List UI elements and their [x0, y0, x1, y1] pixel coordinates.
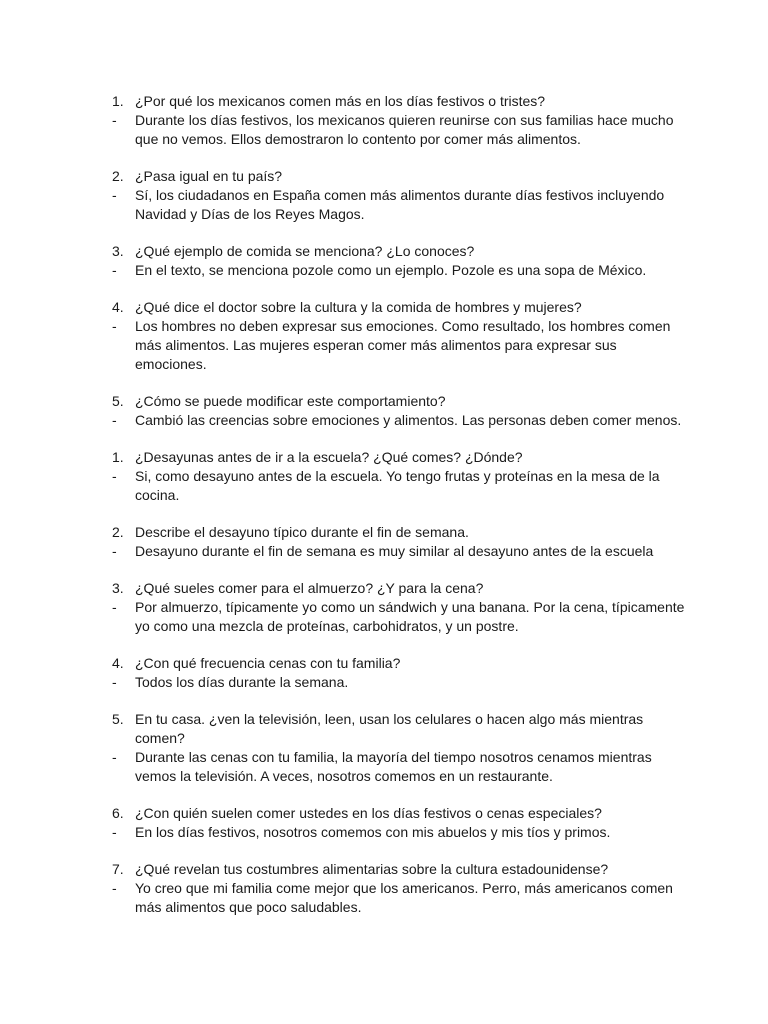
- answer-bullet: -: [112, 318, 117, 334]
- answer-line: [112, 542, 692, 561]
- qa-item: [112, 579, 692, 636]
- answer-bullet: -: [112, 412, 117, 428]
- question-text: ¿Qué dice el doctor sobre la cultura y la comida de hombres y mujeres?: [135, 299, 582, 315]
- question-line: [112, 92, 692, 111]
- answer-bullet: -: [112, 674, 117, 690]
- question-number: 4.: [112, 299, 124, 315]
- qa-item: [112, 523, 692, 561]
- question-text: ¿Con quién suelen comer ustedes en los días festivos o cenas especiales?: [135, 805, 602, 821]
- answer-bullet: -: [112, 468, 117, 484]
- question-line: [112, 242, 692, 261]
- qa-item: [112, 298, 692, 374]
- question-number: 3.: [112, 243, 124, 259]
- answer-bullet: -: [112, 112, 117, 128]
- question-text: ¿Con qué frecuencia cenas con tu familia?: [135, 655, 401, 671]
- qa-item: [112, 804, 692, 842]
- question-number: 5.: [112, 393, 124, 409]
- question-text: ¿Qué sueles comer para el almuerzo? ¿Y para la cena?: [135, 580, 484, 596]
- question-text: Describe el desayuno típico durante el fin de semana.: [135, 524, 469, 540]
- answer-line: [112, 467, 692, 505]
- question-text: ¿Desayunas antes de ir a la escuela? ¿Qué comes? ¿Dónde?: [135, 449, 523, 465]
- answer-bullet: -: [112, 543, 117, 559]
- answer-text: Por almuerzo, típicamente yo como un sándwich y una banana. Por la cena, típicamente yo como una mezcla de proteínas, carbohidratos, y un postre.: [135, 599, 685, 634]
- answer-line: [112, 261, 692, 280]
- answer-text: Desayuno durante el fin de semana es muy similar al desayuno antes de la escuela: [135, 543, 654, 559]
- answer-text: Durante los días festivos, los mexicanos quieren reunirse con sus familias hace mucho que no vemos. Ellos demostraron lo contento por comer más alimentos.: [135, 112, 674, 147]
- question-line: [112, 860, 692, 879]
- answer-line: [112, 748, 692, 786]
- qa-item: [112, 92, 692, 149]
- question-line: [112, 710, 692, 748]
- qa-item: [112, 860, 692, 917]
- question-line: [112, 392, 692, 411]
- qa-item: [112, 242, 692, 280]
- answer-bullet: -: [112, 880, 117, 896]
- question-text: ¿Qué ejemplo de comida se menciona? ¿Lo conoces?: [135, 243, 475, 259]
- question-line: [112, 298, 692, 317]
- answer-line: [112, 111, 692, 149]
- question-number: 1.: [112, 449, 124, 465]
- answer-bullet: -: [112, 824, 117, 840]
- answer-line: [112, 598, 692, 636]
- question-line: [112, 448, 692, 467]
- question-answer-list: [112, 92, 692, 935]
- answer-text: Sí, los ciudadanos en España comen más alimentos durante días festivos incluyendo Navidad y Días de los Reyes Magos.: [135, 187, 665, 222]
- answer-line: [112, 317, 692, 374]
- answer-text: Si, como desayuno antes de la escuela. Yo tengo frutas y proteínas en la mesa de la cocina.: [135, 468, 660, 503]
- answer-bullet: -: [112, 599, 117, 615]
- answer-bullet: -: [112, 187, 117, 203]
- question-number: 1.: [112, 93, 124, 109]
- answer-text: Todos los días durante la semana.: [135, 674, 349, 690]
- question-text: ¿Por qué los mexicanos comen más en los días festivos o tristes?: [135, 93, 546, 109]
- question-number: 6.: [112, 805, 124, 821]
- question-line: [112, 804, 692, 823]
- qa-item: [112, 710, 692, 786]
- answer-text: Cambió las creencias sobre emociones y alimentos. Las personas deben comer menos.: [135, 412, 682, 428]
- question-text: ¿Pasa igual en tu país?: [135, 168, 283, 184]
- question-number: 3.: [112, 580, 124, 596]
- question-text: En tu casa. ¿ven la televisión, leen, usan los celulares o hacen algo más mientras comen?: [135, 711, 644, 746]
- question-text: ¿Qué revelan tus costumbres alimentarias sobre la cultura estadounidense?: [135, 861, 609, 877]
- question-number: 7.: [112, 861, 124, 877]
- answer-line: [112, 879, 692, 917]
- qa-item: [112, 392, 692, 430]
- question-line: [112, 579, 692, 598]
- question-line: [112, 167, 692, 186]
- answer-text: En el texto, se menciona pozole como un ejemplo. Pozole es una sopa de México.: [135, 262, 647, 278]
- question-number: 5.: [112, 711, 124, 727]
- answer-line: [112, 411, 692, 430]
- question-number: 4.: [112, 655, 124, 671]
- answer-line: [112, 823, 692, 842]
- answer-bullet: -: [112, 262, 117, 278]
- question-text: ¿Cómo se puede modificar este comportamiento?: [135, 393, 446, 409]
- answer-text: Los hombres no deben expresar sus emociones. Como resultado, los hombres comen más alimentos. Las mujeres esperan comer más alimentos para expresar sus emociones.: [135, 318, 671, 372]
- qa-item: [112, 167, 692, 224]
- answer-text: Yo creo que mi familia come mejor que los americanos. Perro, más americanos comen más alimentos que poco saludables.: [135, 880, 673, 915]
- qa-item: [112, 654, 692, 692]
- answer-line: [112, 673, 692, 692]
- question-number: 2.: [112, 524, 124, 540]
- answer-text: Durante las cenas con tu familia, la mayoría del tiempo nosotros cenamos mientras vemos la televisión. A veces, nosotros comemos en un restaurante.: [135, 749, 652, 784]
- question-number: 2.: [112, 168, 124, 184]
- qa-item: [112, 448, 692, 505]
- answer-line: [112, 186, 692, 224]
- answer-text: En los días festivos, nosotros comemos con mis abuelos y mis tíos y primos.: [135, 824, 611, 840]
- answer-bullet: -: [112, 749, 117, 765]
- question-line: [112, 523, 692, 542]
- question-line: [112, 654, 692, 673]
